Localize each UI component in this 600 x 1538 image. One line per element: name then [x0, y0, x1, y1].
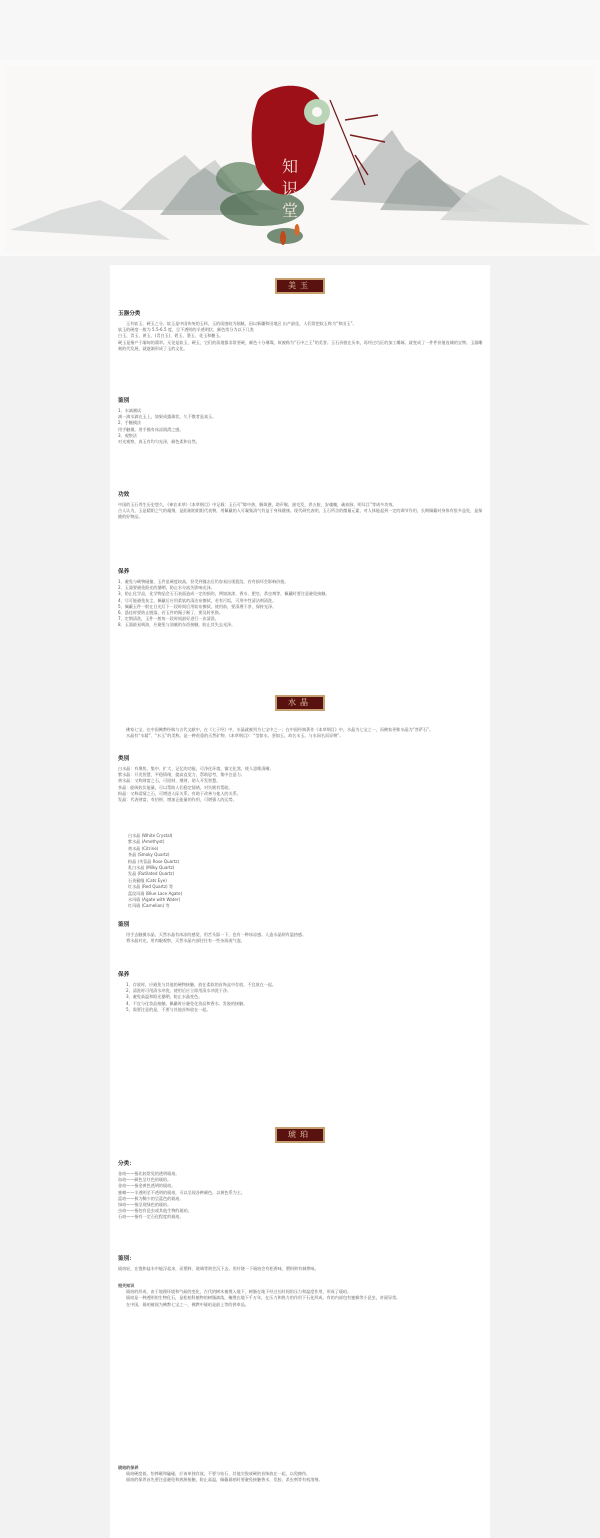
- amber-care: [118, 1465, 484, 1484]
- list-item: 3、避免高温和阳光暴晒，防止水晶变色。: [126, 994, 203, 1000]
- list-item: 茶晶 (Smoky Quartz): [128, 852, 170, 858]
- list-item: 2、清洗时可用清水冲洗，使用后应立即用清水冲洗干净。: [126, 988, 231, 994]
- list-item: 白水晶：有聚焦、集中、扩大、记忆的功能，可净化环境，镇宅化煞，使人思维清晰。: [118, 766, 274, 771]
- list-item: 血珀——颜色呈红色的琥珀。: [118, 1177, 172, 1183]
- list-item: 茶晶：能吸收负能量，可以帮助人们稳定情绪，对失眠有帮助。: [118, 784, 233, 790]
- section-heading: 分类：: [118, 1161, 135, 1167]
- seal-char-3: 堂: [281, 201, 298, 220]
- list-item: 蜜蜡——半透明至不透明的琥珀，可以呈现各种颜色，以黄色系为主。: [118, 1189, 245, 1195]
- section-heading: 功效: [118, 492, 130, 498]
- list-item: 水玛瑙 (Agate with Water): [128, 897, 181, 903]
- paragraph: 琥珀轻，在饱和盐水中能浮起来，而塑料、玻璃等则会沉下去。用针烧一下琥珀会有松香味，塑料则有刺鼻味。: [118, 1266, 319, 1271]
- crystal-kinds: [118, 755, 484, 803]
- list-item: 5、需要注意的是，不要与其他首饰放在一起。: [126, 1006, 211, 1012]
- section-heading: 鉴别: [118, 398, 130, 404]
- section-heading: 保养: [118, 972, 130, 978]
- list-item: 红玛瑙 (Carnelian) 等: [128, 903, 170, 909]
- section-heading: 玉器分类: [118, 311, 141, 317]
- list-item: 石英猫眼 (Cats Eye): [128, 877, 167, 883]
- section-tag-amber: 琥珀: [275, 1127, 325, 1143]
- list-item: 滴一滴水滴在玉上，如果成露珠状，久不散者是真玉。: [118, 414, 217, 420]
- paragraph: 琥珀是一种透明的生物化石，是松柏科植物的树脂滴落，掩埋在地下千万年，在压力和热力的作用下石化形成，有的内部包有蜜蜂等小昆虫，奇丽异常。: [126, 1295, 401, 1301]
- paragraph: 玉有软玉、硬玉之分。软玉是中国传统的玉料，玉的质感较为细腻，因以新疆和田地区 出产最佳，人们常把软玉称为“和田玉”。: [126, 321, 357, 326]
- paragraph: 白玉、青玉、黄玉、(青白玉)、碧玉、墨玉、花玉和糖玉。: [118, 333, 224, 339]
- list-item: 1、水滴测试: [118, 408, 142, 413]
- list-item: 粉晶：又称爱情之石，可增进人际关系，有助于改善与他人的关系。: [118, 790, 241, 796]
- list-item: 发晶 (Rutilated Quartz): [128, 871, 175, 877]
- list-item: 2、玉器要避免阳光的暴晒，防止水分流失影响光泽。: [118, 585, 215, 591]
- list-item: 8、玉器最易吸油，应避免与油腻的东西接触，防止其失去光泽。: [118, 622, 236, 628]
- jade-effect: [118, 491, 484, 521]
- list-item: 绿珀——指呈现绿色的琥珀。: [118, 1202, 172, 1208]
- crystal-care: [118, 971, 484, 1013]
- paragraph: 将水晶对光，用肉眼观察，天然水晶内部往往有一些杂质或气泡。: [126, 938, 245, 944]
- list-item: 4、不宜与化妆品接触，佩戴时应避免化妆品和香水、发胶的接触。: [126, 1000, 248, 1006]
- list-item: 6、悬挂时要防止脱落，若玉件的绳子断了，要及时更换。: [118, 610, 223, 616]
- paragraph: 琥珀硬度低，怕摔砸和磕碰，应该单独存放，不要与钻石、其他尖锐或硬的首饰放在一起，以免擦伤。: [126, 1471, 311, 1477]
- list-item: 3、防止化学品，化学物品会玉石表面造成一定的损伤，例如油漆、香水、肥皂、杀虫剂等，佩戴时要注意避免接触。: [118, 591, 330, 597]
- paragraph: 琥珀的形成，由于地理环境和气候的变化，古代的树木被埋入地下，树脂在地下经过长时间的压力和温度作用，形成了琥珀。: [126, 1289, 352, 1295]
- crystal-english-list: [118, 833, 484, 910]
- list-item: 黄水晶：又称财富之石，可招财、聚财，助人开发智慧。: [118, 778, 221, 784]
- seal-char-2: 识: [281, 179, 298, 198]
- section-heading: 相关知识: [118, 1283, 135, 1288]
- list-item: 5、佩戴玉件一般在日光灯下一段时间后用软布擦拭，使用前，要清理干净，保持光泽。: [118, 603, 277, 609]
- top-bar: [0, 0, 600, 60]
- paragraph: 佛家七宝，在中国佛教经典与古代文献中，在《七子经》中，水晶就被列为七宝中之一；在中国经典著作《本草纲目》中，水晶为七宝之一，而佛家更称水晶为“菩萨石”。: [126, 727, 434, 732]
- list-item: 黄水晶 (Citrine): [128, 845, 159, 851]
- paragraph: 软玉的硬度一般为 5.5-6.5 度，呈不透明的半透明状，颜色常分为以下几类: [118, 327, 254, 333]
- paragraph: 在中国，琥珀被视为佛教七宝之一，佛教中琥珀是最上等的供奉品。: [126, 1301, 249, 1307]
- amber-kinds: [118, 1160, 484, 1221]
- list-item: 石珀——指有一定石化程度的琥珀。: [118, 1214, 184, 1220]
- list-item: 乳白水晶 (Milky Quartz): [128, 865, 175, 871]
- list-item: 蓝纹玛瑙 (Blue Lace Agate): [128, 890, 183, 896]
- list-item: 4、尽可能避免灰尘，佩戴后应用柔软的清洁布擦拭，若有污垢，可用中性清洁剂清洗。: [118, 597, 277, 603]
- banner: [0, 60, 600, 256]
- list-item: 对光观察，真玉有均匀光泽，颜色柔和自然。: [118, 439, 200, 445]
- list-item: 蓝珀——极为稀少的呈蓝色的琥珀。: [118, 1195, 184, 1201]
- section-heading: 保养: [118, 569, 130, 575]
- list-item: 1、存放时，应避免与其他的硬物接触，放在柔软的首饰盒中存放，不宜放在一起。: [126, 982, 276, 987]
- section-tag-crystal: 水晶: [275, 695, 325, 711]
- paragraph: 硬玉是指产于缅甸的翡翠。无论是软玉、硬玉，它们的质地都非常坚硬，颜色十分璀璨，故被称为“石中之王”的美誉。玉石价值在历来，再经过巧匠的加工雕琢，就变成了一件件价值连城的宝物。玉器雕刻的代发展，就逐渐形成了玉的文化。: [118, 339, 483, 351]
- list-item: 白水晶 (White Crystal): [128, 833, 173, 838]
- paragraph: 中国的玉石养生历史悠久，《神农本草》《本草纲目》中记载：玉石可“除中热，解烦懑，助声喉，滋毛发，养五脏，安魂魄，疏血脉，明耳目”等诸多功效。: [118, 502, 397, 507]
- list-item: 虫珀——指包有昆虫或其他生物的琥珀。: [118, 1208, 192, 1214]
- list-item: 金珀——指比较常见的透明琥珀。: [118, 1171, 180, 1176]
- crystal-identify: [118, 921, 484, 944]
- list-item: 用手触摸，用手摸有冰凉润滑之感。: [118, 426, 184, 432]
- list-item: 紫水晶 (Amethyst): [128, 839, 165, 845]
- section-heading: 鉴别: [118, 922, 130, 928]
- amber-identify: [118, 1255, 484, 1272]
- list-item: 1、避免与硬物碰撞，玉件虽硬度较高，但受到撞击后仍容易出现裂纹，若有损坏会影响价值。: [118, 579, 289, 584]
- section-heading: 琥珀的保养: [118, 1465, 139, 1470]
- list-item: 发晶：代表财富，有招财、增加正能量的作用，可增强人的运势。: [118, 797, 237, 803]
- content-panel: [110, 265, 490, 1538]
- seal-char-1: 知: [281, 157, 298, 176]
- paragraph: 琥珀的保养首先要注意避免和热源接触，防止高温，佩戴琥珀时要避免接触香水、发胶、杀虫剂等有机溶剂。: [126, 1477, 323, 1483]
- list-item: 红水晶 (Red Quartz) 等: [128, 884, 174, 890]
- amber-about: [118, 1283, 484, 1308]
- jade-identify: [118, 397, 484, 445]
- paragraph: 用手去触摸水晶，天然水晶有冰凉的感觉，用舌头舔一下，也有一种冰凉感。人造水晶则有温热感。: [126, 932, 307, 937]
- list-item: 粉晶 (芙蓉晶 Rose Quartz): [128, 858, 180, 864]
- list-item: 2、手触摸法: [118, 420, 142, 426]
- jade-care: [118, 568, 484, 629]
- list-item: 金珀——指金黄色透明的琥珀。: [118, 1183, 176, 1189]
- section-heading: 类别: [118, 756, 130, 762]
- section-tag-jade: 美玉: [275, 278, 325, 294]
- list-item: 紫水晶：开发智慧，平稳情绪，提高直觉力，帮助思考，集中注意力。: [118, 772, 245, 778]
- paragraph: 水晶有“水精”、“水玉”的美称，是一种贵重的天然矿物，《本草纲目》：“莹如水，坚如玉，故名水玉。与水同名而异物”。: [126, 733, 344, 739]
- section-heading: 鉴别：: [118, 1256, 135, 1262]
- crystal-intro: [118, 727, 484, 739]
- list-item: 3、观察法: [118, 432, 137, 438]
- list-item: 7、定期清洗，玉件一般每一段时间最好进行一次清洗。: [118, 616, 219, 622]
- jade-intro: [118, 310, 484, 352]
- paragraph: 古人认为，玉是精阴之气的凝聚，是阳刚的阴阳代表物，用佩戴的人可凝集清气有益于身体健康。现代研究表明，玉石所含的微量元素，对人体能起到一定的调节作用，长期佩戴对身体有很多益处，是保健的好物品。: [118, 508, 483, 520]
